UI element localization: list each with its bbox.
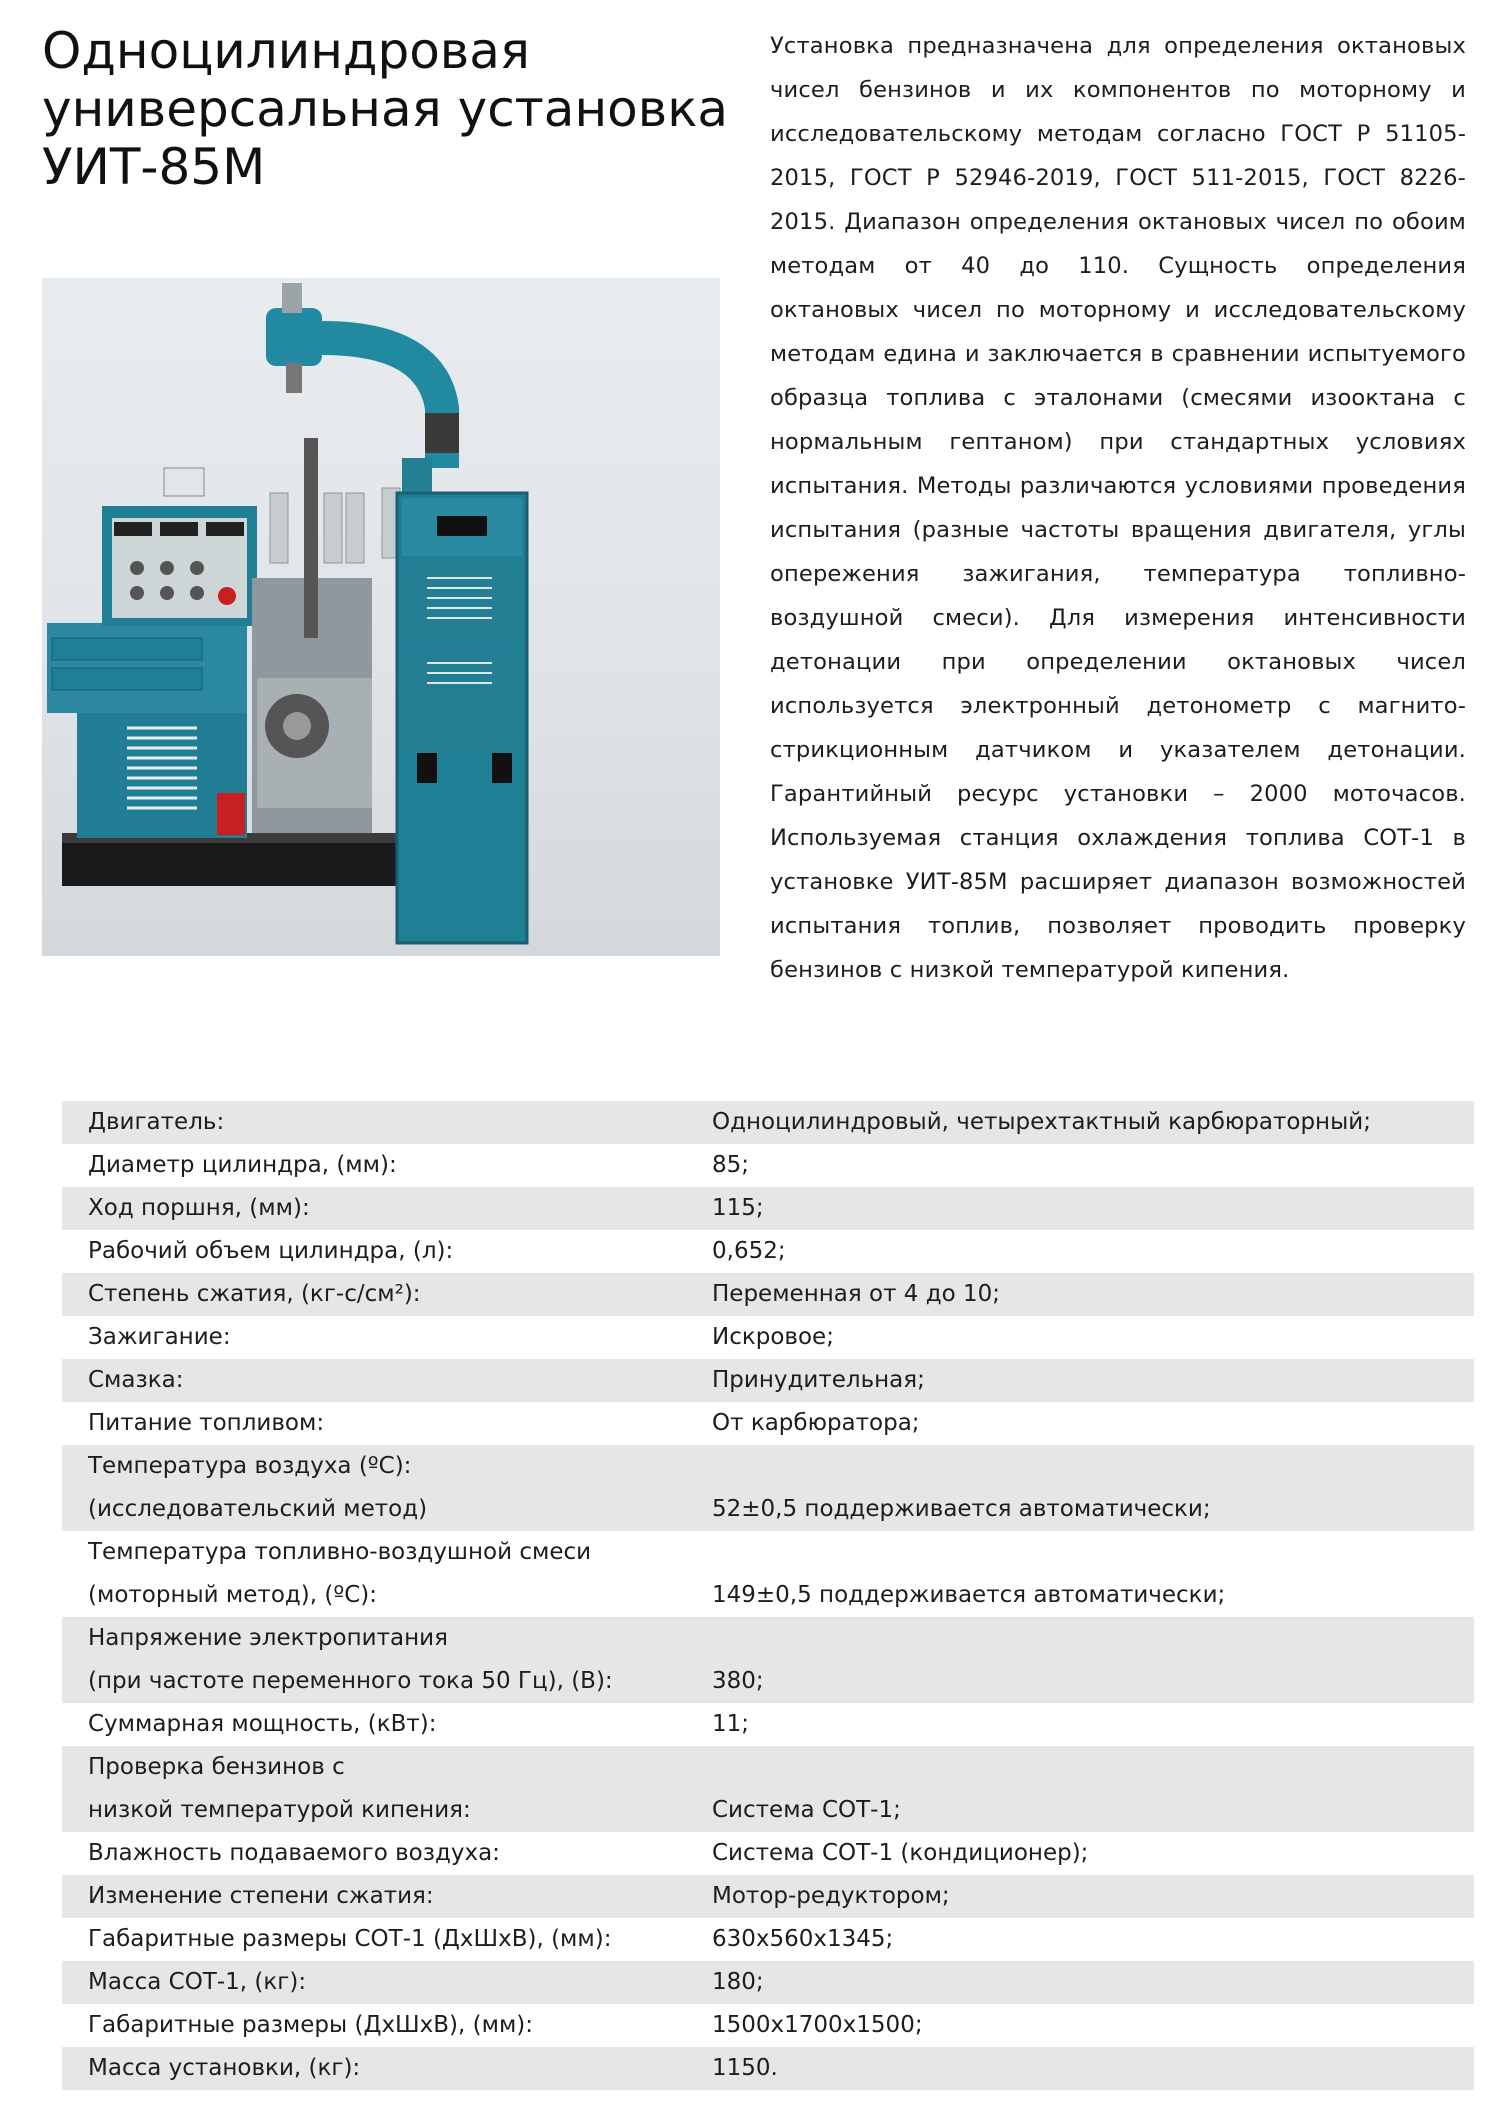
title-line: Одноцилиндровая [42, 22, 530, 80]
spec-label-line: Габаритные размеры СОТ-1 (ДхШхВ), (мм): [88, 1926, 612, 1952]
spec-label [62, 1531, 712, 1617]
spec-label [62, 1273, 712, 1316]
spec-label-line: Проверка бензинов с [88, 1754, 345, 1780]
spec-label-line: Температура воздуха (ºС): [88, 1453, 412, 1479]
spec-value: Система СОТ-1 (кондиционер); [712, 1840, 1089, 1866]
page-title [42, 22, 742, 196]
spec-label-line: Температура топливно-воздушной смеси [88, 1539, 592, 1565]
spec-value: От карбюратора; [712, 1410, 920, 1436]
spec-label [62, 1832, 712, 1875]
spec-label-line: Степень сжатия, (кг-с/см²): [88, 1281, 421, 1307]
spec-value: Искровое; [712, 1324, 834, 1350]
spec-row [62, 1746, 1474, 1832]
spec-label-line: Габаритные размеры (ДхШхВ), (мм): [88, 2012, 534, 2038]
product-photo [42, 278, 720, 956]
spec-row [62, 1230, 1474, 1273]
spec-row [62, 1961, 1474, 2004]
spec-row [62, 1703, 1474, 1746]
spec-label [62, 1746, 712, 1832]
spec-value: 0,652; [712, 1238, 786, 1264]
spec-row [62, 1144, 1474, 1187]
spec-row [62, 1832, 1474, 1875]
spec-value: 115; [712, 1195, 764, 1221]
spec-label [62, 1316, 712, 1359]
spec-value: Принудительная; [712, 1367, 925, 1393]
spec-label-line: Влажность подаваемого воздуха: [88, 1840, 500, 1866]
spec-row [62, 1273, 1474, 1316]
spec-value: Переменная от 4 до 10; [712, 1281, 1001, 1307]
spec-label [62, 1961, 712, 2004]
spec-value: Мотор-редуктором; [712, 1883, 950, 1909]
spec-label-line: Рабочий объем цилиндра, (л): [88, 1238, 454, 1264]
spec-row [62, 1359, 1474, 1402]
spec-label-line: Смазка: [88, 1367, 184, 1393]
spec-row [62, 1445, 1474, 1531]
spec-label [62, 1144, 712, 1187]
spec-row [62, 1402, 1474, 1445]
spec-label [62, 1617, 712, 1703]
spec-row [62, 1918, 1474, 1961]
spec-label-line: (моторный метод), (ºС): [88, 1582, 377, 1608]
spec-label-line: Масса установки, (кг): [88, 2055, 361, 2081]
spec-label [62, 1875, 712, 1918]
spec-label-line: Суммарная мощность, (кВт): [88, 1711, 437, 1737]
description-text: Установка предназначена для определения октановых чисел бензинов и их компонентов по моторному и исследовательскому методам согласно ГОСТ Р 51105-2015, ГОСТ Р 52946-2019, ГОСТ 511-2015, ГОСТ 8226-2015. Диапазон определения октановых чисел по обоим методам от 40 до 110. Сущность определения октановых чисел по моторному и исследовательскому методам едина и заключается в сравнении испытуемого образца топлива с эталонами (смесями изооктана с нормальным гептаном) при стандартных условиях испытания. Методы различаются условиями проведения испытания (разные частоты вращения двигателя, углы опережения зажигания, температура топливно-воздушной смеси). Для измерения интенсивности детонации при определении октановых чисел используется электронный детонометр с магнито-стрикционным датчиком и указателем детонации. Гарантийный ресурс установки – 2000 моточасов. Используемая станция охлаждения топлива СОТ-1 в установке УИТ-85М расширяет диапазон возможностей испытания топлив, позволяет проводить проверку бензинов с низкой температурой кипения. [770, 33, 1466, 983]
spec-value: 630х560х1345; [712, 1926, 894, 1952]
spec-label [62, 1402, 712, 1445]
spec-value: Система СОТ-1; [712, 1797, 901, 1823]
spec-label [62, 1187, 712, 1230]
specs-table [62, 1101, 1474, 2090]
spec-label-line: Ход поршня, (мм): [88, 1195, 310, 1221]
spec-label-line: Изменение степени сжатия: [88, 1883, 434, 1909]
spec-row [62, 1531, 1474, 1617]
spec-row [62, 1617, 1474, 1703]
spec-value: 11; [712, 1711, 750, 1737]
spec-value: 1150. [712, 2055, 778, 2081]
spec-value: 149±0,5 поддерживается автоматически; [712, 1582, 1226, 1608]
spec-label-line: (при частоте переменного тока 50 Гц), (В): [88, 1668, 613, 1694]
spec-value: 380; [712, 1668, 764, 1694]
spec-label [62, 2004, 712, 2047]
spec-label [62, 1101, 712, 1144]
spec-row [62, 1101, 1474, 1144]
spec-label [62, 1230, 712, 1273]
spec-label-line: (исследовательский метод) [88, 1496, 428, 1522]
spec-row [62, 1316, 1474, 1359]
spec-label [62, 2047, 712, 2090]
spec-value: Одноцилиндровый, четырехтактный карбюраторный; [712, 1109, 1371, 1135]
spec-label [62, 1918, 712, 1961]
spec-row [62, 2047, 1474, 2090]
spec-label-line: Масса СОТ-1, (кг): [88, 1969, 307, 1995]
spec-value: 52±0,5 поддерживается автоматически; [712, 1496, 1211, 1522]
spec-value: 85; [712, 1152, 750, 1178]
spec-value: 1500х1700х1500; [712, 2012, 923, 2038]
spec-label [62, 1359, 712, 1402]
spec-label-line: Диаметр цилиндра, (мм): [88, 1152, 397, 1178]
spec-label-line: Питание топливом: [88, 1410, 325, 1436]
spec-label [62, 1445, 712, 1531]
spec-row [62, 1187, 1474, 1230]
title-line: УИТ-85М [42, 138, 266, 196]
spec-row [62, 2004, 1474, 2047]
spec-label-line: низкой температурой кипения: [88, 1797, 471, 1823]
title-line: универсальная установка [42, 80, 729, 138]
spec-label-line: Зажигание: [88, 1324, 231, 1350]
spec-row [62, 1875, 1474, 1918]
spec-label-line: Напряжение электропитания [88, 1625, 448, 1651]
spec-label [62, 1703, 712, 1746]
spec-value: 180; [712, 1969, 764, 1995]
spec-label-line: Двигатель: [88, 1109, 225, 1135]
